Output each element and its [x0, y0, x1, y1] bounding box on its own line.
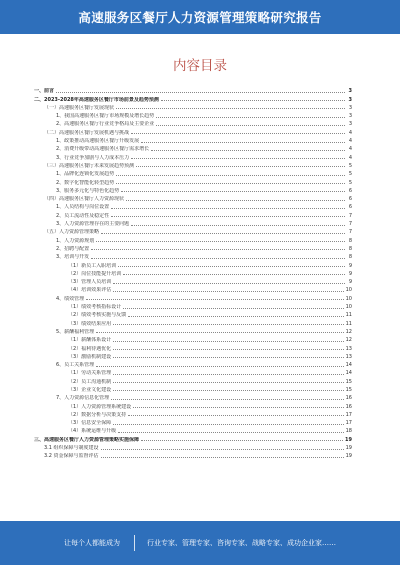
toc-entry-title: 4、绩效管理	[56, 295, 85, 302]
toc-page-number: 8	[348, 254, 352, 261]
toc-leader-dots	[113, 341, 343, 342]
toc-entry[interactable]	[34, 219, 352, 227]
toc-page-number: 18	[345, 428, 352, 435]
toc-leader-dots	[141, 142, 345, 143]
toc-leader-dots	[118, 266, 345, 267]
report-header	[0, 0, 400, 34]
toc-entry-title: （3）管理人员培训	[68, 279, 112, 286]
toc-entry[interactable]	[34, 434, 352, 442]
toc-entry[interactable]	[34, 103, 352, 111]
toc-page-number: 9	[348, 270, 352, 277]
toc-entry[interactable]	[34, 152, 352, 160]
toc-leader-dots	[121, 191, 345, 192]
toc-entry[interactable]	[34, 161, 352, 169]
toc-page-number: 13	[345, 353, 352, 360]
toc-entry-title: 2、消费升级带动高速服务区餐厅需求增长	[56, 146, 150, 153]
footer-divider	[134, 535, 135, 551]
toc-entry-title: 2、高速服务区餐厅行业竞争格局及主要企业	[56, 121, 155, 128]
footer-slogan: 让每个人都能成为	[64, 539, 120, 547]
toc-leader-dots	[128, 415, 343, 416]
toc-leader-dots	[136, 166, 345, 167]
toc-leader-dots	[56, 92, 345, 93]
toc-entry[interactable]	[34, 418, 352, 426]
toc-leader-dots	[113, 349, 343, 350]
toc-page-number: 4	[348, 154, 352, 161]
toc-page-number: 3	[348, 121, 352, 128]
toc-page-number: 15	[345, 386, 352, 393]
toc-leader-dots	[101, 457, 344, 458]
toc-entry-title: 1、我国高速服务区餐厅市场规模及增长趋势	[56, 113, 155, 120]
toc-entry-title: 2、数字化智能化转型趋势	[56, 179, 115, 186]
toc-entry-title: 5、薪酬福利管理	[56, 328, 95, 335]
toc-leader-dots	[116, 175, 345, 176]
toc-entry[interactable]	[34, 260, 352, 268]
toc-entry-title: 3、人力资源管理存在的主要问题	[56, 221, 130, 228]
toc-entry[interactable]	[34, 293, 352, 301]
toc-entry[interactable]	[34, 277, 352, 285]
toc-page-number: 19	[345, 436, 352, 443]
toc-page-number: 14	[345, 370, 352, 377]
toc-entry[interactable]	[34, 310, 352, 318]
toc-entry-title: （3）绩效结果应用	[68, 320, 112, 327]
toc-page-number: 3	[348, 96, 352, 103]
toc-leader-dots	[113, 324, 343, 325]
toc-leader-dots	[128, 316, 343, 317]
toc-entry-title: （3）激励机制建设	[68, 353, 112, 360]
toc-entry-title: 3.2 资金保障与监督评估	[44, 453, 99, 460]
toc-entry[interactable]	[34, 86, 352, 94]
toc-page-number: 6	[348, 187, 352, 194]
toc-entry[interactable]	[34, 186, 352, 194]
toc-leader-dots	[113, 374, 343, 375]
toc-page-number: 8	[348, 237, 352, 244]
toc-page-number: 4	[348, 129, 352, 136]
toc-page-number: 6	[348, 204, 352, 211]
toc-leader-dots	[111, 399, 343, 400]
toc-entry[interactable]	[34, 144, 352, 152]
toc-entry[interactable]	[34, 327, 352, 335]
toc-entry[interactable]	[34, 393, 352, 401]
report-footer	[0, 521, 400, 565]
toc-entry[interactable]	[34, 410, 352, 418]
toc-leader-dots	[116, 108, 345, 109]
toc-leader-dots	[161, 100, 345, 101]
toc-leader-dots	[113, 424, 343, 425]
toc-entry-title: （1）人力资源管理系统建设	[68, 403, 132, 410]
toc-entry-title: （4）培训效果评估	[68, 287, 112, 294]
toc-entry[interactable]	[34, 335, 352, 343]
toc-entry-title: 3、行业竞争加剧与人力成本压力	[56, 154, 130, 161]
toc-entry-title: （三）高速服务区餐厅未来发展趋势预测	[44, 162, 135, 169]
toc-entry[interactable]	[34, 360, 352, 368]
toc-leader-dots	[96, 241, 345, 242]
toc-entry[interactable]	[34, 451, 352, 459]
toc-entry[interactable]	[34, 318, 352, 326]
toc-leader-dots	[113, 390, 343, 391]
toc-page-number: 8	[348, 245, 352, 252]
toc-leader-dots	[131, 158, 345, 159]
toc-leader-dots	[113, 291, 343, 292]
toc-entry-title: 1、品牌化连锁化发展趋势	[56, 171, 115, 178]
toc-page-number: 10	[345, 295, 352, 302]
toc-entry-title: （2）数据分析与决策支持	[68, 411, 127, 418]
toc-leader-dots	[91, 258, 345, 259]
toc-leader-dots	[96, 366, 343, 367]
toc-entry[interactable]	[34, 169, 352, 177]
toc-entry[interactable]	[34, 94, 352, 102]
toc-page-number: 13	[345, 345, 352, 352]
toc-page-number: 11	[345, 320, 352, 327]
toc-leader-dots	[111, 216, 345, 217]
toc-entry-title: （1）薪酬体系设计	[68, 337, 112, 344]
toc-leader-dots	[123, 274, 345, 275]
toc-entry-title: （2）绩效考核实施与反馈	[68, 312, 127, 319]
toc-leader-dots	[113, 382, 343, 383]
toc-entry-title: 2、员工流动性及稳定性	[56, 212, 110, 219]
toc-entry[interactable]	[34, 194, 352, 202]
toc-entry[interactable]	[34, 352, 352, 360]
toc-page-number: 5	[348, 179, 352, 186]
footer-tagline: 行业专家、管理专家、咨询专家、战略专家、成功企业家……	[147, 539, 336, 547]
toc-entry[interactable]	[34, 401, 352, 409]
toc-page-number: 7	[348, 229, 352, 236]
toc-entry-title: 1、人力资源规划	[56, 237, 95, 244]
toc-page-number: 16	[345, 395, 352, 402]
toc-leader-dots	[86, 299, 343, 300]
toc-page-number: 15	[345, 378, 352, 385]
toc-page-number: 12	[345, 337, 352, 344]
toc-page-number: 5	[348, 162, 352, 169]
toc-entry[interactable]	[34, 302, 352, 310]
toc-entry-title: 7、人力资源信息化管理	[56, 395, 110, 402]
toc-leader-dots	[116, 183, 345, 184]
toc-leader-dots	[111, 208, 345, 209]
toc-leader-dots	[123, 308, 343, 309]
toc-entry-title: （2）福利待遇优化	[68, 345, 112, 352]
toc-page-number: 12	[345, 328, 352, 335]
toc-page-number: 11	[345, 312, 352, 319]
toc-leader-dots	[101, 233, 345, 234]
toc-entry-title: （一）高速服务区餐厅发展现状	[44, 104, 115, 111]
toc-entry[interactable]	[34, 202, 352, 210]
toc-leader-dots	[126, 200, 345, 201]
toc-entry[interactable]	[34, 136, 352, 144]
toc-entry-title: （1）劳动关系管理	[68, 370, 112, 377]
toc-entry-title: （2）员工沟通机制	[68, 378, 112, 385]
toc-entry-title: （四）高速服务区餐厅人力资源现状	[44, 196, 125, 203]
toc-entry[interactable]	[34, 285, 352, 293]
toc-entry[interactable]	[34, 111, 352, 119]
toc-leader-dots	[113, 357, 343, 358]
toc-entry[interactable]	[34, 119, 352, 127]
toc-entry-title: （3）企业文化建设	[68, 386, 112, 393]
toc-entry[interactable]	[34, 343, 352, 351]
toc-entry[interactable]	[34, 210, 352, 218]
toc-entry-title: 6、员工关系管理	[56, 362, 95, 369]
toc-entry-title: （二）高速服务区餐厅发展机遇与挑战	[44, 129, 130, 136]
toc-entry[interactable]	[34, 177, 352, 185]
toc-page-number: 3	[348, 104, 352, 111]
toc-entry[interactable]	[34, 368, 352, 376]
toc-page-number: 3	[348, 88, 352, 95]
toc-leader-dots	[156, 125, 345, 126]
table-of-contents	[34, 86, 352, 459]
toc-leader-dots	[113, 283, 345, 284]
toc-leader-dots	[131, 225, 345, 226]
toc-entry-title: 3.1 组织保障与制度建设	[44, 445, 99, 452]
toc-page-number: 10	[345, 287, 352, 294]
toc-entry-title: （五）人力资源管理策略	[44, 229, 100, 236]
toc-entry-title: 3、服务多元化与特色化趋势	[56, 187, 120, 194]
toc-leader-dots	[101, 449, 344, 450]
toc-entry[interactable]	[34, 269, 352, 277]
toc-entry-title: （2）岗位技能提升培训	[68, 270, 122, 277]
toc-leader-dots	[151, 150, 345, 151]
toc-entry[interactable]	[34, 127, 352, 135]
toc-page-number: 6	[348, 196, 352, 203]
toc-entry-title: （4）系统运维与升级	[68, 428, 117, 435]
toc-entry[interactable]	[34, 426, 352, 434]
toc-entry[interactable]	[34, 376, 352, 384]
toc-page-number: 17	[345, 411, 352, 418]
toc-page-number: 7	[348, 212, 352, 219]
toc-entry-title: （3）信息安全保障	[68, 420, 112, 427]
toc-entry[interactable]	[34, 385, 352, 393]
toc-leader-dots	[91, 249, 345, 250]
toc-page-number: 4	[348, 146, 352, 153]
toc-page-number: 5	[348, 171, 352, 178]
toc-entry-title: 一、前言	[34, 88, 55, 95]
toc-entry-title: （1）新员工入职培训	[68, 262, 117, 269]
toc-leader-dots	[141, 440, 343, 441]
toc-page-number: 17	[345, 420, 352, 427]
toc-entry-title: 三、高速服务区餐厅人力资源管理策略实施保障	[34, 436, 140, 443]
toc-leader-dots	[118, 432, 343, 433]
toc-entry-title: 1、政策推动高速服务区餐厅升级发展	[56, 138, 140, 145]
toc-entry-title: 1、人员结构与岗位设置	[56, 204, 110, 211]
report-title: 高速服务区餐厅人力资源管理策略研究报告	[78, 10, 322, 25]
toc-entry[interactable]	[34, 443, 352, 451]
toc-entry[interactable]	[34, 252, 352, 260]
toc-entry-title: 2、招聘与配置	[56, 245, 90, 252]
toc-heading: 内容目录	[173, 58, 227, 74]
toc-page-number: 19	[345, 445, 352, 452]
toc-page-number: 4	[348, 138, 352, 145]
toc-leader-dots	[156, 117, 345, 118]
toc-page-number: 14	[345, 362, 352, 369]
toc-page-number: 16	[345, 403, 352, 410]
toc-page-number: 3	[348, 113, 352, 120]
toc-entry[interactable]	[34, 235, 352, 243]
toc-entry[interactable]	[34, 244, 352, 252]
toc-page-number: 9	[348, 262, 352, 269]
toc-entry[interactable]	[34, 227, 352, 235]
toc-entry-title: 3、培训与开发	[56, 254, 90, 261]
toc-page-number: 7	[348, 221, 352, 228]
toc-leader-dots	[96, 332, 343, 333]
toc-page-number: 9	[348, 279, 352, 286]
toc-page-number: 19	[345, 453, 352, 460]
toc-leader-dots	[133, 407, 343, 408]
toc-entry-title: 二、2023-2028年高速服务区餐厅市场前景及趋势预测	[34, 96, 159, 103]
toc-leader-dots	[131, 133, 345, 134]
toc-entry-title: （1）绩效考核指标设计	[68, 304, 122, 311]
toc-page-number: 10	[345, 304, 352, 311]
